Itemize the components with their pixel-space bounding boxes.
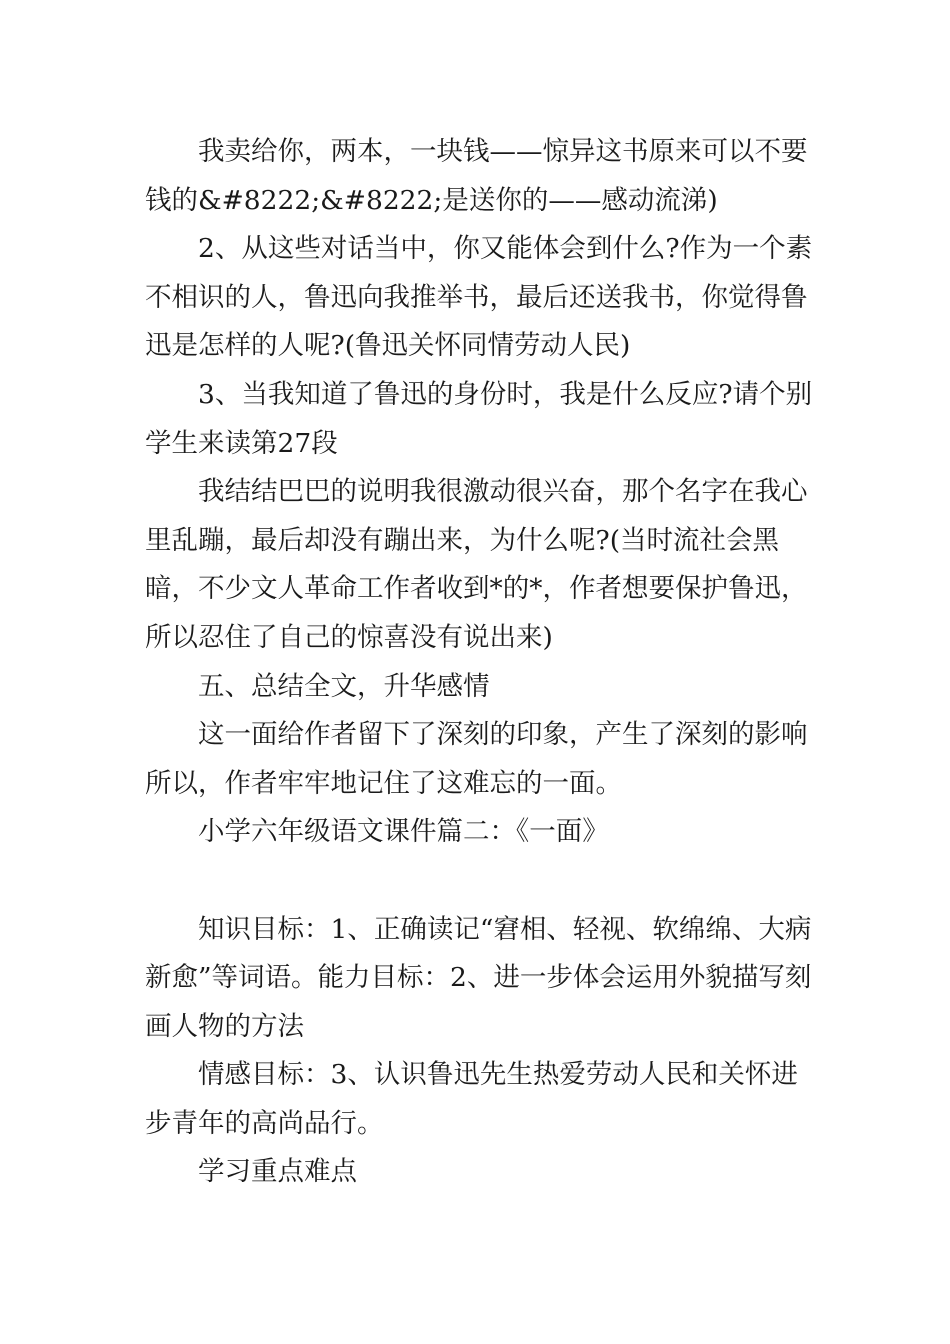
subheading-lesson-two: 小学六年级语文课件篇二：《一面》 [198, 816, 609, 848]
paragraph-question-3: 3、当我知道了鲁迅的身份时，我是什么反应?请个别学生来读第27段 [145, 378, 813, 459]
paragraph-question-2: 2、从这些对话当中，你又能体会到什么?作为一个素不相识的人，鲁迅向我推举书，最后还送我书，你觉得鲁迅是怎样的人呢?(鲁迅关怀同情劳动人民) [145, 233, 813, 362]
section-heading-summary: 五、总结全文，升华感情 [198, 670, 490, 702]
paragraph-summary: 这一面给作者留下了深刻的印象，产生了深刻的影响所以，作者牢牢地记住了这难忘的一面。 [145, 719, 808, 799]
paragraph-reaction-explanation: 我结结巴巴的说明我很激动很兴奋，那个名字在我心里乱蹦，最后却没有蹦出来，为什么呢?(当时流社会黑暗，不少文人革命工作者收到*的*，作者想要保护鲁迅，所以忍住了自己的惊喜没有说出来) [145, 476, 808, 653]
paragraph-knowledge-goals: 知识目标：1、正确读记“窘相、轻视、软绵绵、大病新愈”等词语。能力目标：2、进一步体会运用外貌描写刻画人物的方法 [145, 913, 812, 1042]
paragraph-emotion-goals: 情感目标：3、认识鲁迅先生热爱劳动人民和关怀进步青年的高尚品行。 [145, 1059, 798, 1139]
section-heading-key-points: 学习重点难点 [198, 1156, 357, 1188]
paragraph-bookseller-dialogue: 我卖给你，两本，一块钱——惊异这书原来可以不要钱的&#8222;&#8222;是送你的——感动流涕) [145, 136, 808, 216]
document-body [145, 128, 813, 1197]
